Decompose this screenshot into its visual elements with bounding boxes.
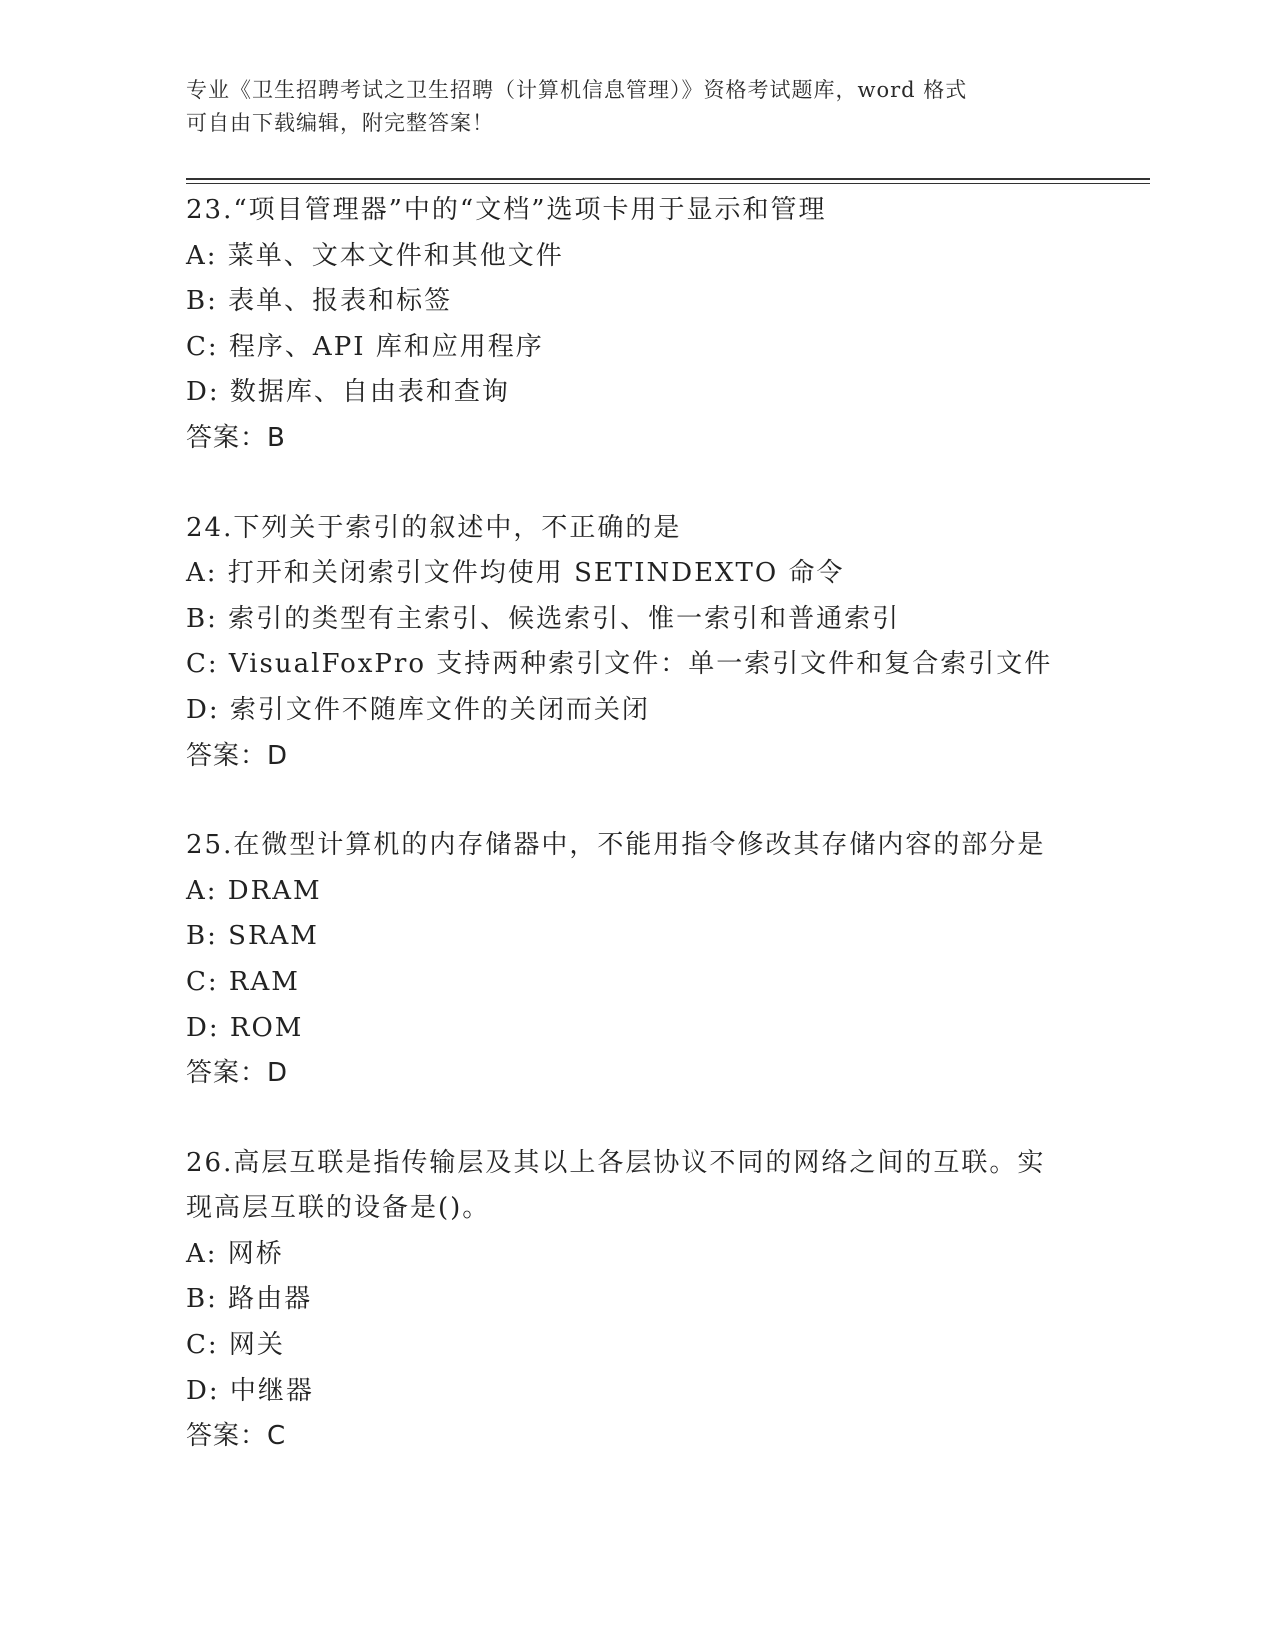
option-c: C: 程序、API 库和应用程序: [186, 331, 544, 362]
question-stem: 24.下列关于索引的叙述中，不正确的是: [186, 512, 682, 543]
document-header: [186, 74, 1086, 140]
option-a: A: 网桥: [186, 1238, 284, 1269]
header-divider-thin: [186, 183, 1150, 184]
question-list: [186, 188, 1146, 1504]
option-d: D: 索引文件不随库文件的关闭而关闭: [186, 694, 650, 725]
question-stem: 25.在微型计算机的内存储器中，不能用指令修改其存储内容的部分是: [186, 830, 1046, 861]
question-24: [186, 506, 1146, 780]
answer: 答案：D: [186, 740, 289, 771]
option-c: C: RAM: [186, 966, 300, 997]
question-23: [186, 188, 1146, 462]
option-a: A: DRAM: [186, 875, 322, 906]
question-26: [186, 1141, 1146, 1460]
option-b: B: SRAM: [186, 921, 319, 952]
option-d: D: 数据库、自由表和查询: [186, 377, 510, 408]
question-stem-continued: 现高层互联的设备是()。: [186, 1193, 491, 1224]
option-d: D: 中继器: [186, 1375, 314, 1406]
answer: 答案：C: [186, 1421, 287, 1452]
option-b: B: 路由器: [186, 1284, 313, 1315]
option-b: B: 索引的类型有主索引、候选索引、惟一索引和普通索引: [186, 603, 901, 634]
answer: 答案：D: [186, 1058, 289, 1089]
option-b: B: 表单、报表和标签: [186, 286, 453, 317]
option-a: A: 打开和关闭索引文件均使用 SETINDEXTO 命令: [186, 558, 845, 589]
option-d: D: ROM: [186, 1012, 304, 1043]
option-c: C: VisualFoxPro 支持两种索引文件：单一索引文件和复合索引文件: [186, 649, 1053, 680]
header-line-2: 可自由下载编辑，附完整答案！: [186, 111, 494, 135]
header-line-1: 专业《卫生招聘考试之卫生招聘（计算机信息管理）》资格考试题库，word 格式: [186, 78, 968, 102]
question-stem: 23.“项目管理器”中的“文档”选项卡用于显示和管理: [186, 195, 827, 225]
answer: 答案：B: [186, 422, 286, 453]
question-stem: 26.高层互联是指传输层及其以上各层协议不同的网络之间的互联。实: [186, 1147, 1046, 1178]
header-divider-thick: [186, 178, 1150, 180]
option-a: A: 菜单、文本文件和其他文件: [186, 240, 564, 271]
question-25: [186, 823, 1146, 1097]
option-c: C: 网关: [186, 1330, 285, 1361]
